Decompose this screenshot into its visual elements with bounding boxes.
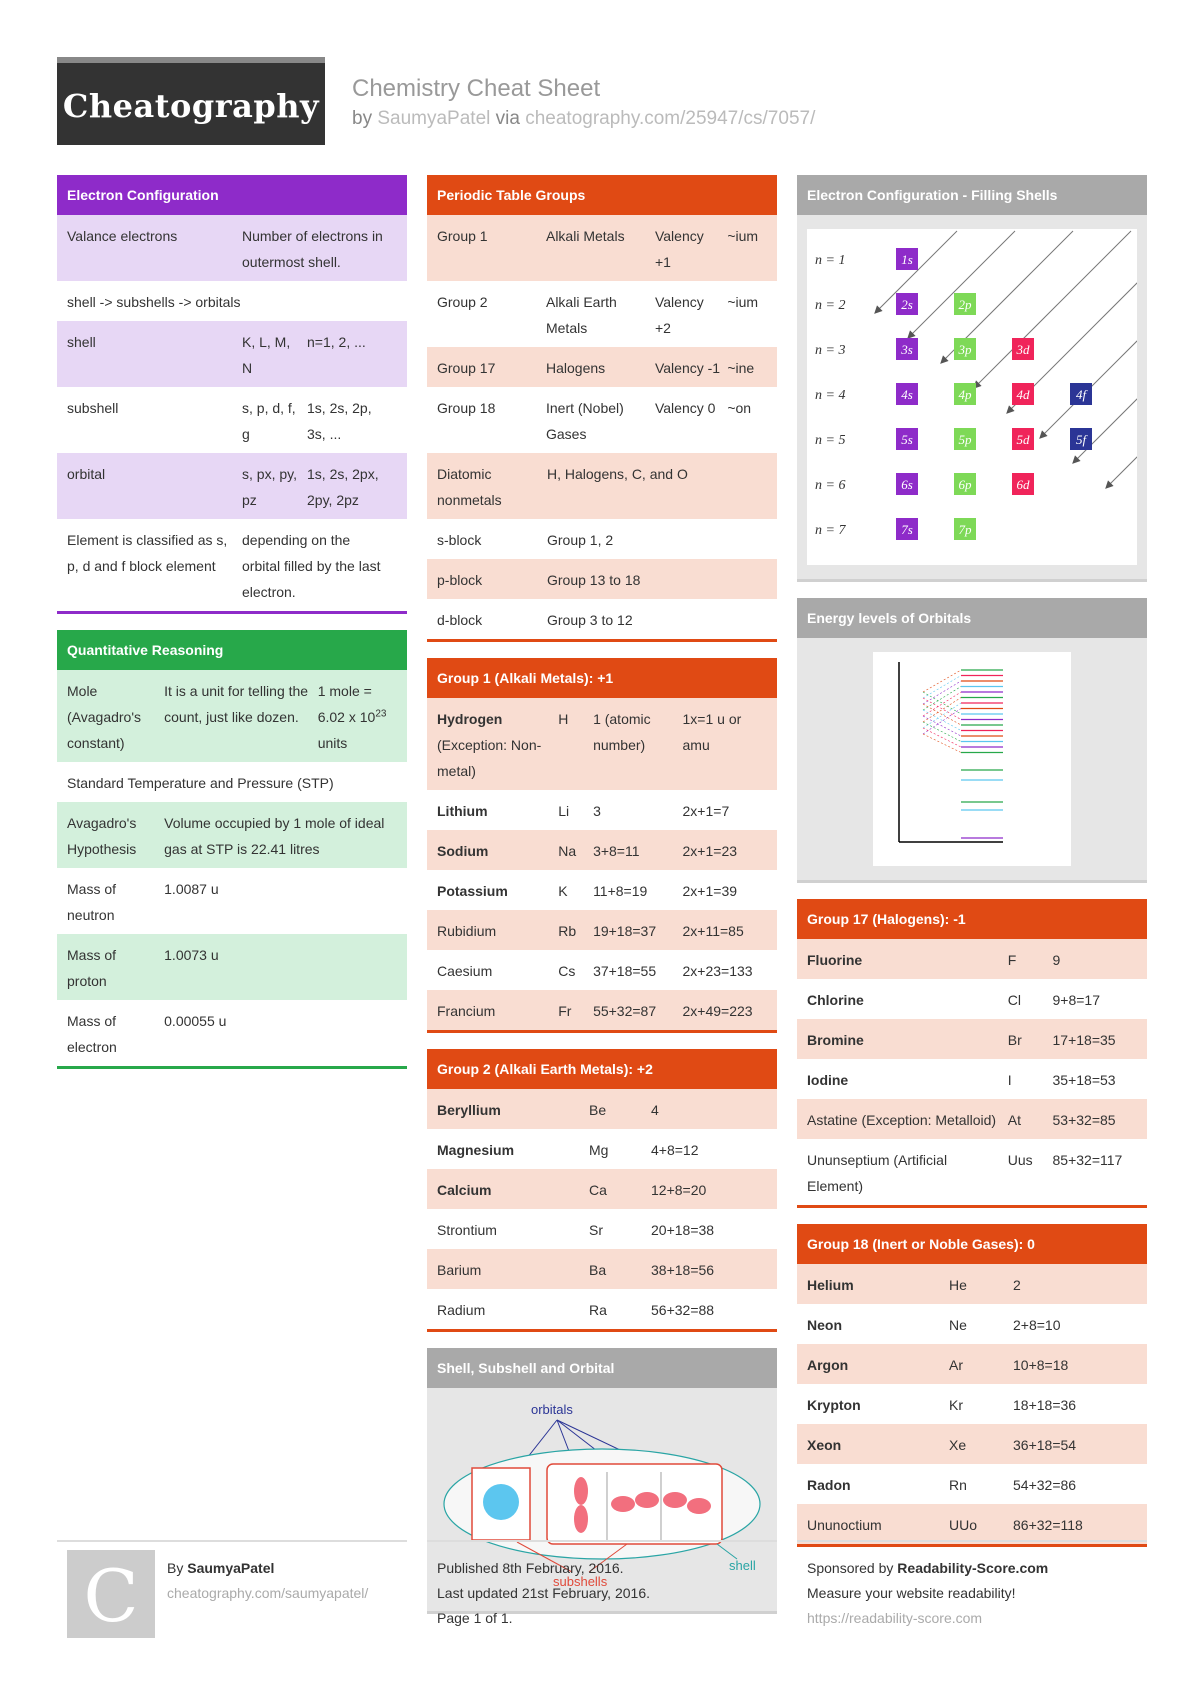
cell: Barium [437, 1262, 482, 1278]
cell: Group 1, 2 [547, 532, 614, 548]
table-row [797, 1059, 1147, 1099]
cell: shell -> subshells -> orbitals [67, 294, 241, 310]
footer-author [167, 1556, 368, 1606]
cell: ~ine [727, 360, 755, 376]
cell: Element is classified as s, p, d and f block element [67, 532, 228, 574]
orbital-label: 2s [901, 297, 913, 312]
cell: Cl [1007, 992, 1021, 1008]
filling-arrow [1108, 231, 1137, 486]
table-row [797, 1264, 1147, 1304]
table-row [57, 215, 407, 281]
cell: H, Halogens, C, and O [547, 466, 688, 482]
group2-section [427, 1049, 777, 1332]
cell: Valency 0 [654, 400, 716, 416]
cell: At [1007, 1112, 1021, 1128]
cell: Mass of electron [67, 1013, 117, 1055]
shell-label: shell [729, 1558, 756, 1573]
cell: 2x+49=223 [682, 1003, 753, 1019]
energy-connector-line [923, 698, 961, 720]
cell: Valance electrons [67, 228, 178, 244]
table-row [427, 870, 777, 910]
footer-divider [427, 1540, 777, 1542]
cell: ~on [727, 400, 752, 416]
cell: ~ium [727, 294, 759, 310]
cell: Fluorine [807, 952, 863, 968]
group18-section [797, 1224, 1147, 1547]
energy-connector-line [923, 734, 961, 753]
table-row [57, 519, 407, 611]
cell: 2x+1=7 [682, 803, 730, 819]
footer-sponsor [807, 1556, 1048, 1631]
footer-author-url[interactable]: cheatography.com/saumyapatel/ [167, 1585, 369, 1601]
table-row [797, 1304, 1147, 1344]
by-label: By [167, 1560, 188, 1576]
table-row [427, 453, 777, 519]
cell: Hydrogen (Exception: Non-metal) [437, 711, 542, 779]
cell: 1x=1 u or amu [682, 711, 742, 753]
cell: 37+18=55 [593, 963, 657, 979]
cell: 55+32=87 [593, 1003, 657, 1019]
shell-label: n = 7 [815, 523, 846, 538]
cell: Group 13 to 18 [547, 572, 641, 588]
section-title: Group 18 (Inert or Noble Gases): 0 [797, 1224, 1147, 1264]
shell-label: n = 1 [815, 253, 846, 268]
cell: 1s, 2s, 2px, 2py, 2pz [307, 466, 379, 508]
cell: Diatomic nonmetals [437, 466, 502, 508]
by-label: by [352, 108, 373, 129]
electron-configuration-section [57, 175, 407, 614]
energy-connector-line [923, 710, 961, 731]
cell: Kr [949, 1397, 963, 1413]
orbital-label: 3s [901, 342, 913, 357]
table-row [427, 281, 777, 347]
cell: Helium [807, 1277, 854, 1293]
footer-divider [57, 1540, 407, 1542]
cell: orbital [67, 466, 106, 482]
cell: 2x+1=39 [682, 883, 738, 899]
orbital-label: 5d [1016, 432, 1030, 447]
table-row [427, 910, 777, 950]
cell: 9+8=17 [1052, 992, 1100, 1008]
shell-label: n = 4 [815, 388, 846, 403]
cell: Mole (Avagadro's constant) [67, 683, 142, 751]
cell: Alkali Metals [545, 228, 625, 244]
avatar[interactable] [67, 1550, 155, 1638]
orbital-label: 3p [958, 342, 972, 357]
orbital-label: 4d [1016, 387, 1030, 402]
energy-connector-line [923, 703, 961, 728]
table-row [797, 979, 1147, 1019]
sponsor-url[interactable]: https://readability-score.com [807, 1610, 983, 1626]
orbital-label: 7s [901, 522, 913, 537]
energy-connector-line [923, 687, 961, 711]
updated-date: Last updated 21st February, 2016. [437, 1585, 650, 1601]
cell: Ca [589, 1182, 607, 1198]
table-row [427, 1289, 777, 1329]
cell: 36+18=54 [1013, 1437, 1077, 1453]
cell: 9 [1052, 952, 1061, 968]
cell: ~ium [727, 228, 759, 244]
section-title: Quantitative Reasoning [57, 630, 407, 670]
cell: Radon [807, 1477, 851, 1493]
orbital-label: 4p [958, 387, 972, 402]
sponsor-tagline: Measure your website readability! [807, 1585, 1016, 1601]
table-row [57, 1000, 407, 1066]
cell: Sodium [437, 843, 489, 859]
cell: 2x+23=133 [682, 963, 753, 979]
cell: 1 (atomic number) [593, 711, 651, 753]
cell: Astatine (Exception: Metalloid) [807, 1112, 997, 1128]
cell: Mass of proton [67, 947, 117, 989]
cell: Mg [589, 1142, 609, 1158]
table-row [57, 387, 407, 453]
cell: 1s, 2s, 2p, 3s, ... [307, 400, 372, 442]
energy-connector-line [923, 722, 961, 742]
cell: Number of electrons in outermost shell. [242, 228, 383, 270]
energy-levels-figure [873, 652, 1071, 866]
section-title: Electron Configuration - Filling Shells [797, 175, 1147, 215]
cell: Rubidium [437, 923, 497, 939]
page-title: Chemistry Cheat Sheet [352, 75, 601, 102]
published-date: Published 8th February, 2016. [437, 1560, 624, 1576]
via-label: via [495, 108, 520, 129]
cell: Neon [807, 1317, 842, 1333]
table-row [57, 762, 407, 802]
cell: subshell [67, 400, 119, 416]
cell: 38+18=56 [651, 1262, 715, 1278]
column-1 [57, 175, 407, 1085]
cell: Valency +1 [654, 228, 704, 270]
column-2 [427, 175, 777, 1630]
sheet-url-link[interactable]: cheatography.com/25947/cs/7057/ [525, 108, 816, 129]
table-row [427, 950, 777, 990]
energy-connector-line [923, 716, 961, 736]
avatar-letter: C [83, 1554, 139, 1638]
cell: 4+8=12 [651, 1142, 699, 1158]
cell: F [1007, 952, 1017, 968]
shell-label: n = 5 [815, 433, 846, 448]
orbital-label: 5s [901, 432, 913, 447]
cell: Iodine [807, 1072, 849, 1088]
cell: Group 18 [437, 400, 496, 416]
cell: Volume occupied by 1 mole of ideal gas at STP is 22.41 litres [164, 815, 385, 857]
table-row [57, 670, 407, 762]
section-title: Group 17 (Halogens): -1 [797, 899, 1147, 939]
table-row [797, 939, 1147, 979]
table-row [797, 1344, 1147, 1384]
cell: Strontium [437, 1222, 497, 1238]
cell: Li [558, 803, 570, 819]
footer-author-link[interactable]: SaumyaPatel [187, 1560, 275, 1576]
cell: Mass of neutron [67, 881, 117, 923]
cell: Calcium [437, 1182, 492, 1198]
cell: 18+18=36 [1013, 1397, 1077, 1413]
cell: I [1007, 1072, 1012, 1088]
cell: 20+18=38 [651, 1222, 715, 1238]
sponsor-link[interactable]: Readability-Score.com [897, 1560, 1049, 1576]
table-row [427, 990, 777, 1030]
cell: Group 2 [437, 294, 488, 310]
table-row [427, 1169, 777, 1209]
mole-value-cell: 1 mole = 6.02 x $10^{23}$ units [317, 683, 387, 751]
orbital-label: 3d [1016, 342, 1030, 357]
sponsored-label: Sponsored by [807, 1560, 898, 1576]
cell: 12+8=20 [651, 1182, 707, 1198]
filling-arrow [1075, 231, 1137, 461]
cell: 11+8=19 [593, 883, 648, 899]
cell: K, L, M, N [242, 334, 291, 376]
energy-levels-diagram [873, 652, 1071, 866]
table-row [57, 281, 407, 321]
table-row [427, 559, 777, 599]
energy-connector-line [923, 692, 961, 714]
cell: K [558, 883, 568, 899]
table-row [427, 387, 777, 453]
cell: Chlorine [807, 992, 864, 1008]
cell: Be [589, 1102, 607, 1118]
cell: n=1, 2, ... [307, 334, 366, 350]
table-row [797, 1424, 1147, 1464]
cheatography-logo[interactable] [57, 57, 325, 145]
group17-section [797, 899, 1147, 1208]
table-row [427, 1089, 777, 1129]
cell: Fr [558, 1003, 572, 1019]
cell: Ra [589, 1302, 607, 1318]
section-title: Electron Configuration [57, 175, 407, 215]
cell: s-block [437, 532, 482, 548]
cell: 17+18=35 [1052, 1032, 1116, 1048]
cell: 54+32=86 [1013, 1477, 1077, 1493]
table-row [797, 1139, 1147, 1205]
orbital-label: 6s [901, 477, 913, 492]
cell: UUo [949, 1517, 978, 1533]
filling-shells-section [797, 175, 1147, 582]
table-row [427, 347, 777, 387]
cell: 2 [1013, 1277, 1021, 1293]
energy-connector-line [923, 698, 961, 723]
cell: 2+8=10 [1013, 1317, 1061, 1333]
periodic-table-groups-section [427, 175, 777, 642]
cell: Ne [949, 1317, 967, 1333]
cell: 3 [593, 803, 601, 819]
cell: Magnesium [437, 1142, 515, 1158]
table-row [797, 1019, 1147, 1059]
cell: Xeon [807, 1437, 842, 1453]
logo-text: Cheatography [62, 87, 320, 125]
energy-connector-line [923, 709, 961, 735]
footer-dates [437, 1556, 650, 1631]
table-row [427, 1209, 777, 1249]
cell: Rn [949, 1477, 967, 1493]
table-row [427, 215, 777, 281]
table-row [57, 802, 407, 868]
cell: Halogens [545, 360, 606, 376]
cell: Potassium [437, 883, 508, 899]
table-row [427, 830, 777, 870]
table-row [427, 599, 777, 639]
cell: s, px, py, pz [242, 466, 297, 508]
cell: Ba [589, 1262, 607, 1278]
cell: 3+8=11 [593, 843, 640, 859]
table-row [427, 519, 777, 559]
energy-levels-section [797, 598, 1147, 883]
cell: Caesium [437, 963, 493, 979]
cell: 10+8=18 [1013, 1357, 1069, 1373]
cell: Sr [589, 1222, 603, 1238]
cell: Standard Temperature and Pressure (STP) [67, 775, 334, 791]
energy-connector-line [923, 692, 961, 716]
cell: Rb [558, 923, 577, 939]
cell: p-block [437, 572, 483, 588]
cell: Krypton [807, 1397, 861, 1413]
cell: Na [558, 843, 577, 859]
cell: Group 3 to 12 [547, 612, 633, 628]
cell: s, p, d, f, g [242, 400, 296, 442]
orbital-label: 6p [958, 477, 972, 492]
table-row [797, 1504, 1147, 1544]
cell: 2x+11=85 [682, 923, 744, 939]
orbital-label: 1s [901, 252, 913, 267]
filling-arrow [976, 231, 1131, 386]
orbital-label: 4f [1075, 387, 1087, 402]
table-row [57, 453, 407, 519]
orbital-label: 7p [958, 522, 972, 537]
cell: Argon [807, 1357, 849, 1373]
cell: 4 [651, 1102, 659, 1118]
cell: 35+18=53 [1052, 1072, 1116, 1088]
cell: Cs [558, 963, 576, 979]
table-row [427, 790, 777, 830]
filling-arrow [1042, 231, 1137, 436]
section-title: Shell, Subshell and Orbital [427, 1348, 777, 1388]
energy-connector-line [923, 676, 961, 699]
cell: H [558, 711, 569, 727]
filling-arrow [910, 231, 1015, 336]
cell: 1.0087 u [164, 881, 219, 897]
cell: Avagadro's Hypothesis [67, 815, 137, 857]
cell: 1.0073 u [164, 947, 219, 963]
cell: It is a unit for telling the count, just like dozen. [164, 683, 309, 725]
author-link[interactable]: SaumyaPatel [377, 108, 491, 129]
cell: 19+18=37 [593, 923, 657, 939]
group1-section [427, 658, 777, 1033]
table-row [57, 321, 407, 387]
energy-connector-line [923, 728, 961, 747]
s-orbital-shape [483, 1484, 519, 1520]
cell: Inert (Nobel) Gases [545, 400, 624, 442]
filling-shells-diagram [807, 229, 1137, 565]
table-row [57, 868, 407, 934]
orbital-label: 6d [1016, 477, 1030, 492]
energy-connector-line [923, 681, 961, 704]
table-row [57, 934, 407, 1000]
cell: He [949, 1277, 967, 1293]
orbital-label: 2p [958, 297, 972, 312]
shell-label: n = 2 [815, 298, 846, 313]
cell: Xe [949, 1437, 967, 1453]
energy-connector-line [923, 704, 961, 725]
section-title: Periodic Table Groups [427, 175, 777, 215]
energy-connector-line [923, 670, 961, 692]
cell: 2x+1=23 [682, 843, 738, 859]
orbitals-label: orbitals [531, 1402, 573, 1417]
cell: 0.00055 u [164, 1013, 227, 1029]
cell: Group 1 [437, 228, 488, 244]
cell: Ar [949, 1357, 963, 1373]
table-row [427, 1129, 777, 1169]
cell: d-block [437, 612, 483, 628]
section-title: Group 1 (Alkali Metals): +1 [427, 658, 777, 698]
orbital-label: 4s [901, 387, 913, 402]
cell: 85+32=117 [1052, 1152, 1123, 1168]
cell: Lithium [437, 803, 488, 819]
cell: depending on the orbital filled by the last electron. [242, 532, 381, 600]
cell: Valency +2 [654, 294, 704, 336]
table-row [797, 1464, 1147, 1504]
byline [352, 108, 815, 130]
section-title: Energy levels of Orbitals [797, 598, 1147, 638]
orbital-label: 5f [1075, 432, 1087, 447]
orbital-label: 5p [958, 432, 972, 447]
quantitative-reasoning-section [57, 630, 407, 1069]
cell: Ununoctium [807, 1517, 882, 1533]
subshells-label: subshells [553, 1574, 608, 1589]
section-title: Group 2 (Alkali Earth Metals): +2 [427, 1049, 777, 1089]
cell: Francium [437, 1003, 496, 1019]
cell: shell [67, 334, 96, 350]
page-number: Page 1 of 1. [437, 1610, 513, 1626]
cell: Alkali Earth Metals [545, 294, 617, 336]
table-row [797, 1099, 1147, 1139]
shell-label: n = 6 [815, 478, 846, 493]
cell: Radium [437, 1302, 486, 1318]
table-row [427, 1249, 777, 1289]
cell: Group 17 [437, 360, 496, 376]
footer-divider [797, 1540, 1147, 1542]
shell-label: n = 3 [815, 343, 846, 358]
cell: Ununseptium (Artificial Element) [807, 1152, 948, 1194]
table-row [427, 698, 777, 790]
cell: 56+32=88 [651, 1302, 715, 1318]
table-row [797, 1384, 1147, 1424]
column-3 [797, 175, 1147, 1563]
cell: Valency -1 [654, 360, 721, 376]
cell: Beryllium [437, 1102, 501, 1118]
cell: 53+32=85 [1052, 1112, 1116, 1128]
cell: Uus [1007, 1152, 1033, 1168]
cell: Bromine [807, 1032, 864, 1048]
cell: Br [1007, 1032, 1022, 1048]
cell: 86+32=118 [1013, 1517, 1083, 1533]
